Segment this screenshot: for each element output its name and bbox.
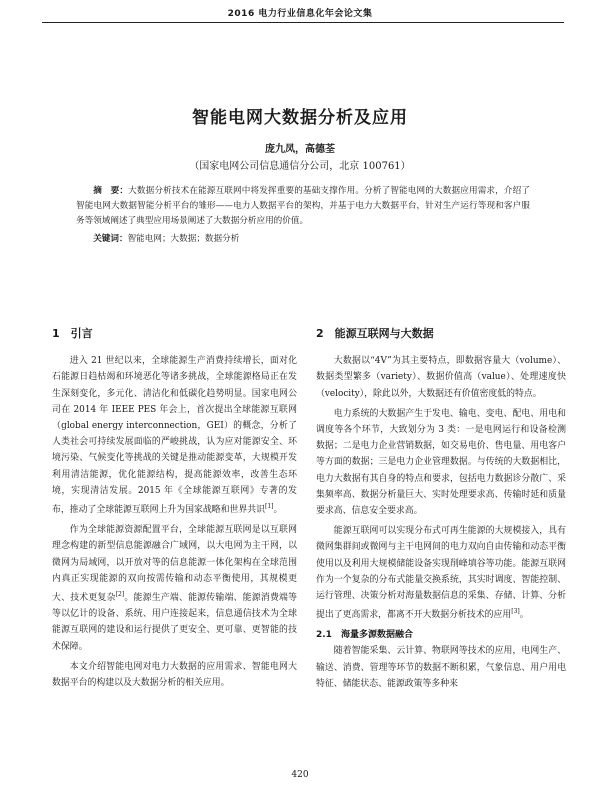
abstract-label: 摘 要：	[93, 186, 129, 196]
subsection2-1-paragraph-1: 随着智能采集、云计算、物联网等技术的应用，电网生产、输送、消费、管理等环节的数据不断积累，气象信息、用户用电特征、储能状态、能源政策等多种来	[316, 646, 566, 689]
section2-paragraph-2: 电力系统的大数据产生于发电、输电、变电、配电、用电和调度等各个环节，大致划分为 3 类：一是电网运行和设备检测数据；二是电力企业营销数据，如交易电价、售电量、用电客户等方面的数据；三是电力企业管理数据。与传统的大数据相比，电力大数据有其自身的特点和要求，包括电力数据诊分散广、采集频率高、数据分析量巨大、实时处理要求高、传输时延和质量要求高、信息安全要求高。	[316, 408, 566, 517]
abstract-text: 大数据分析技术在能源互联网中将发挥重要的基础支撑作用。分析了智能电网的大数据应用需求，介绍了智能电网大数据智能分析平台的雏形——电力人数据平台的架构，并基于电力大数据平台，针对生产运行等现和客户服务等领域阐述了典型应用场景阐述了大数据分析应用的价值。	[76, 186, 530, 226]
section-heading-intro: 1 引言	[52, 327, 93, 340]
running-head: 2016 电力行业信息化年会论文集	[227, 9, 373, 19]
left-column	[52, 326, 297, 695]
right-column	[316, 326, 566, 696]
citation: [3]	[511, 608, 520, 616]
citation: [1]	[265, 503, 274, 511]
section2-paragraph-3: 能源互联网可以实现分布式可再生能源的大规模接入，具有微网集群间或微网与主干电网间的电力双向自由传输和动态平衡使用以及利用大规模储能设备实现削峰填谷等功能。能源互联网作为一个复杂的分布式能量交换系统，其实时调度、智能控制、运行管理、决策分析对海量数据信息的采集、存储、计算、分析提出了更高需求，都离不开大数据分析技术的应用[3]。	[316, 526, 566, 621]
keywords-label: 关键词：	[93, 234, 128, 244]
header-rule	[42, 22, 564, 23]
citation: [2]	[115, 591, 125, 599]
paper-title: 智能电网大数据分析及应用	[192, 108, 408, 128]
intro-paragraph-1: 进入 21 世纪以来，全球能源生产消费持续增长，面对化石能源日趋枯竭和环境恶化等诸多挑战，全球能源格局正在发生深刻变化，多元化、清洁化和低碳化趋势明显。国家电网公司在 2014 年 IEEE PES 年会上，首次提出全球能源互联网（global energy interconnection，GEI）的概念，分析了人类社会可持续发展面临的严峻挑战，认为应对能源安全、环境污染、气候变化等挑战的关键是推动能源变革，大规模开发利用清洁能源，优化能源结构，提高能源效率，改善生态环境，实现清洁发展。2015 年《全球能源互联网》专著的发布，推动了全球能源互联网上升为国家战略和世界共识[1]。	[52, 356, 297, 515]
affiliation: （国家电网公司信息通信分公司，北京 100761）	[189, 161, 411, 172]
subsection-heading-2-1: 2.1 海量多源数据融合	[316, 630, 413, 641]
section2-paragraph-1: 大数据以“4V”为其主要特点，即数据容量大（volume）、数据类型繁多（variety）、数据价值高（value）、处理速度快（velocity），除此以外，大数据还有价值密度低的特点。	[316, 356, 566, 399]
page-number: 420	[291, 770, 309, 780]
intro-paragraph-2: 作为全球能源资源配置平台，全球能源互联网是以互联网理念构建的新型信息能源融合广域网，以大电网为主干网，以微网为局域网，以开放对等的信息能源一体化架构在全球范围内真正实现能源的双向按需传输和动态平衡使用，其规模更大、技术更复杂[2]。能源生产端、能源传输端、能源消费端等等以亿计的设备、系统、用户连接起来，信息通信技术为全球能源互联网的建设和运行提供了更安全、更可靠、更智能的技术保障。	[52, 525, 298, 652]
keywords	[76, 232, 239, 244]
section-heading-2: 2 能源互联网与大数据	[316, 327, 434, 340]
authors: 庞九凤，高德荃	[265, 144, 335, 155]
abstract	[76, 184, 530, 229]
intro-paragraph-3: 本文介绍智能电网对电力大数据的应用需求、智能电网大数据平台的构建以及大数据分析的相关应用。	[52, 661, 297, 688]
keywords-text: 智能电网；大数据；数据分析	[127, 234, 240, 244]
